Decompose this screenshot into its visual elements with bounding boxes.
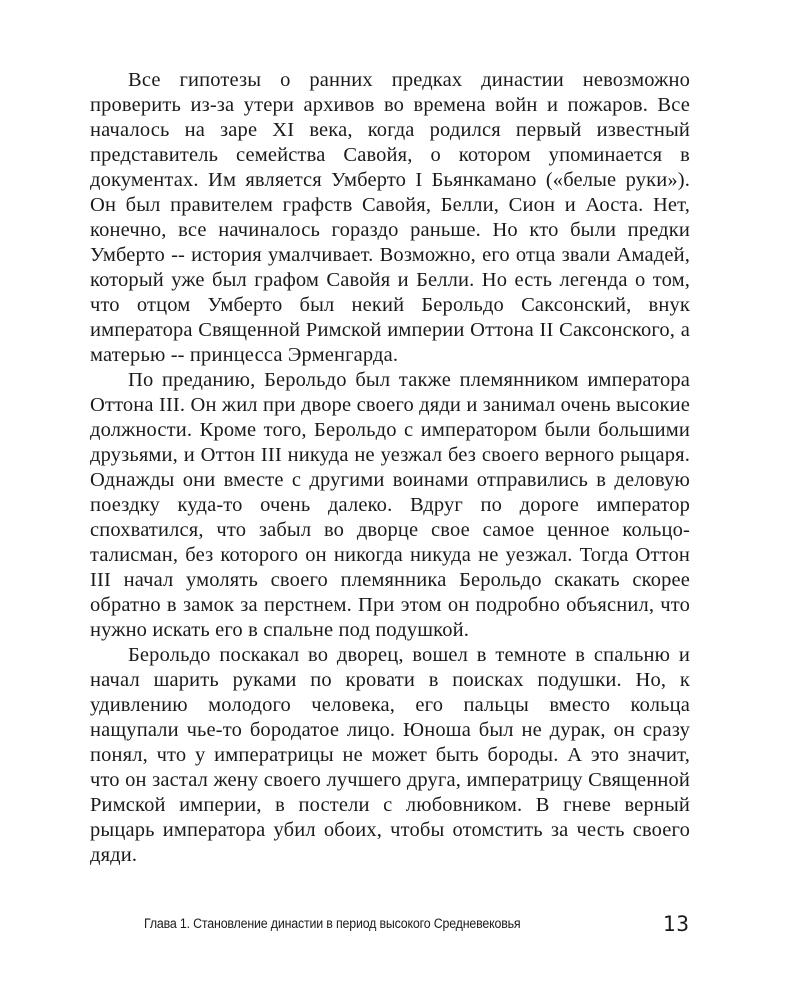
paragraph-1: Все гипотезы о ранних предках династии невозможно проверить из-за утери архивов во времена войн и пожаров. Все началось на заре XI века, когда родился первый известный представитель семейства Савойя, о котором упоминается в документах. Им является Умберто I Бьянкамано («белые руки»). Он был правителем графств Савойя, Белли, Сион и Аоста. Нет, конечно, все начиналось гораздо раньше. Но кто были предки Умберто -- история умалчивает. Возможно, его отца звали Амадей, который уже был графом Савойя и Белли. Но есть легенда о том, что отцом Умберто был некий Берольдо Саксонский, внук императора Священной Римской империи Оттона II Саксонского, а матерью -- принцесса Эрменгарда. [90,69,690,366]
page-number: 13 [662,912,690,936]
page-footer [90,912,690,942]
running-head: Глава 1. Становление династии в период высокого Средневековья [144,916,521,931]
paragraph-2: По преданию, Берольдо был также племянником императора Оттона III. Он жил при дворе своего дяди и занимал очень высокие должности. Кроме того, Берольдо с императором были большими друзьями, и Оттон III никуда не уезжал без своего верного рыцаря. Однажды они вместе с другими воинами отправились в деловую поездку куда-то очень далеко. Вдруг по дороге император спохватился, что забыл во дворце свое самое ценное кольцо-талисман, без которого он никогда никуда не уезжал. Тогда Оттон III начал умолять своего племянника Берольдо скакать скорее обратно в замок за перстнем. При этом он подробно объяснил, что нужно искать его в спальне под подушкой. [90,369,690,641]
body-text [90,68,690,868]
paragraph-3: Берольдо поскакал во дворец, вошел в темноте в спальню и начал шарить руками по кровати в поисках подушки. Но, к удивлению молодого человека, его пальцы вместо кольца нащупали чье-то бородатое лицо. Юноша был не дурак, он сразу понял, что у императрицы не может быть бороды. А это значит, что он застал жену своего лучшего друга, императрицу Священной Римской империи, в постели с любовником. В гневе верный рыцарь императора убил обоих, чтобы отомстить за честь своего дяди. [90,644,690,866]
